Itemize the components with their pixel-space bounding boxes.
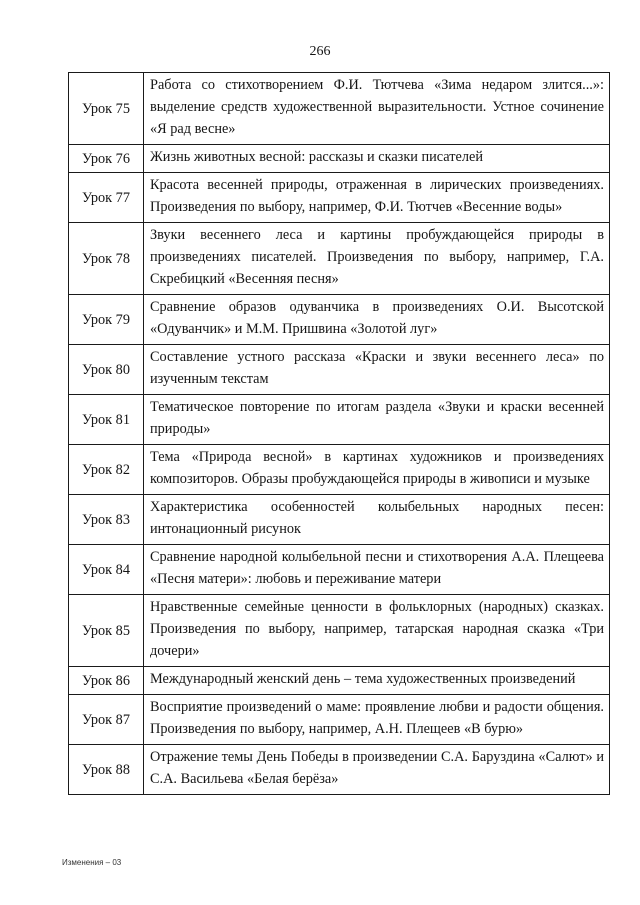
- lesson-number: Урок 81: [69, 395, 144, 445]
- lesson-number: Урок 78: [69, 223, 144, 295]
- lesson-number: Урок 76: [69, 145, 144, 173]
- lesson-topic: Тема «Природа весной» в картинах художников и произведениях композиторов. Образы пробуждающейся природы в живописи и музыке: [144, 445, 610, 495]
- lesson-number: Урок 75: [69, 73, 144, 145]
- lesson-topic: Восприятие произведений о маме: проявление любви и радости общения. Произведения по выбору, например, А.Н. Плещеев «В бурю»: [144, 695, 610, 745]
- lesson-topic: Красота весенней природы, отраженная в лирических произведениях. Произведения по выбору, например, Ф.И. Тютчев «Весенние воды»: [144, 173, 610, 223]
- lesson-topic: Международный женский день – тема художественных произведений: [144, 667, 610, 695]
- table-row: [69, 445, 610, 495]
- footer-revision-note: Изменения – 03: [62, 858, 122, 867]
- table-row: [69, 73, 610, 145]
- table-row: [69, 545, 610, 595]
- lessons-table: [68, 72, 610, 795]
- table-row: [69, 145, 610, 173]
- lesson-number: Урок 85: [69, 595, 144, 667]
- lesson-number: Урок 79: [69, 295, 144, 345]
- lesson-topic: Сравнение народной колыбельной песни и стихотворения А.А. Плещеева «Песня матери»: любовь и переживание матери: [144, 545, 610, 595]
- table-row: [69, 223, 610, 295]
- lesson-topic: Жизнь животных весной: рассказы и сказки писателей: [144, 145, 610, 173]
- table-row: [69, 345, 610, 395]
- table-row: [69, 695, 610, 745]
- table-row: [69, 595, 610, 667]
- table-row: [69, 667, 610, 695]
- lesson-topic: Отражение темы День Победы в произведении С.А. Баруздина «Салют» и С.А. Васильева «Белая берёза»: [144, 745, 610, 795]
- lesson-number: Урок 82: [69, 445, 144, 495]
- lesson-number: Урок 84: [69, 545, 144, 595]
- lesson-topic: Тематическое повторение по итогам раздела «Звуки и краски весенней природы»: [144, 395, 610, 445]
- lesson-number: Урок 87: [69, 695, 144, 745]
- lesson-topic: Сравнение образов одуванчика в произведениях О.И. Высотской «Одуванчик» и М.М. Пришвина «Золотой луг»: [144, 295, 610, 345]
- lesson-number: Урок 83: [69, 495, 144, 545]
- lesson-number: Урок 77: [69, 173, 144, 223]
- lesson-topic: Характеристика особенностей колыбельных народных песен: интонационный рисунок: [144, 495, 610, 545]
- table-row: [69, 395, 610, 445]
- lesson-topic: Звуки весеннего леса и картины пробуждающейся природы в произведениях писателей. Произведения по выбору, например, Г.А. Скребицкий «Весенняя песня»: [144, 223, 610, 295]
- table-row: [69, 173, 610, 223]
- table-row: [69, 295, 610, 345]
- lesson-topic: Работа со стихотворением Ф.И. Тютчева «Зима недаром злится...»: выделение средств художественной выразительности. Устное сочинение «Я рад весне»: [144, 73, 610, 145]
- lesson-number: Урок 88: [69, 745, 144, 795]
- lesson-topic: Нравственные семейные ценности в фольклорных (народных) сказках. Произведения по выбору, например, татарская народная сказка «Три дочери»: [144, 595, 610, 667]
- table-row: [69, 745, 610, 795]
- lesson-number: Урок 86: [69, 667, 144, 695]
- table-row: [69, 495, 610, 545]
- lesson-number: Урок 80: [69, 345, 144, 395]
- lesson-topic: Составление устного рассказа «Краски и звуки весеннего леса» по изученным текстам: [144, 345, 610, 395]
- page-number: 266: [309, 44, 331, 59]
